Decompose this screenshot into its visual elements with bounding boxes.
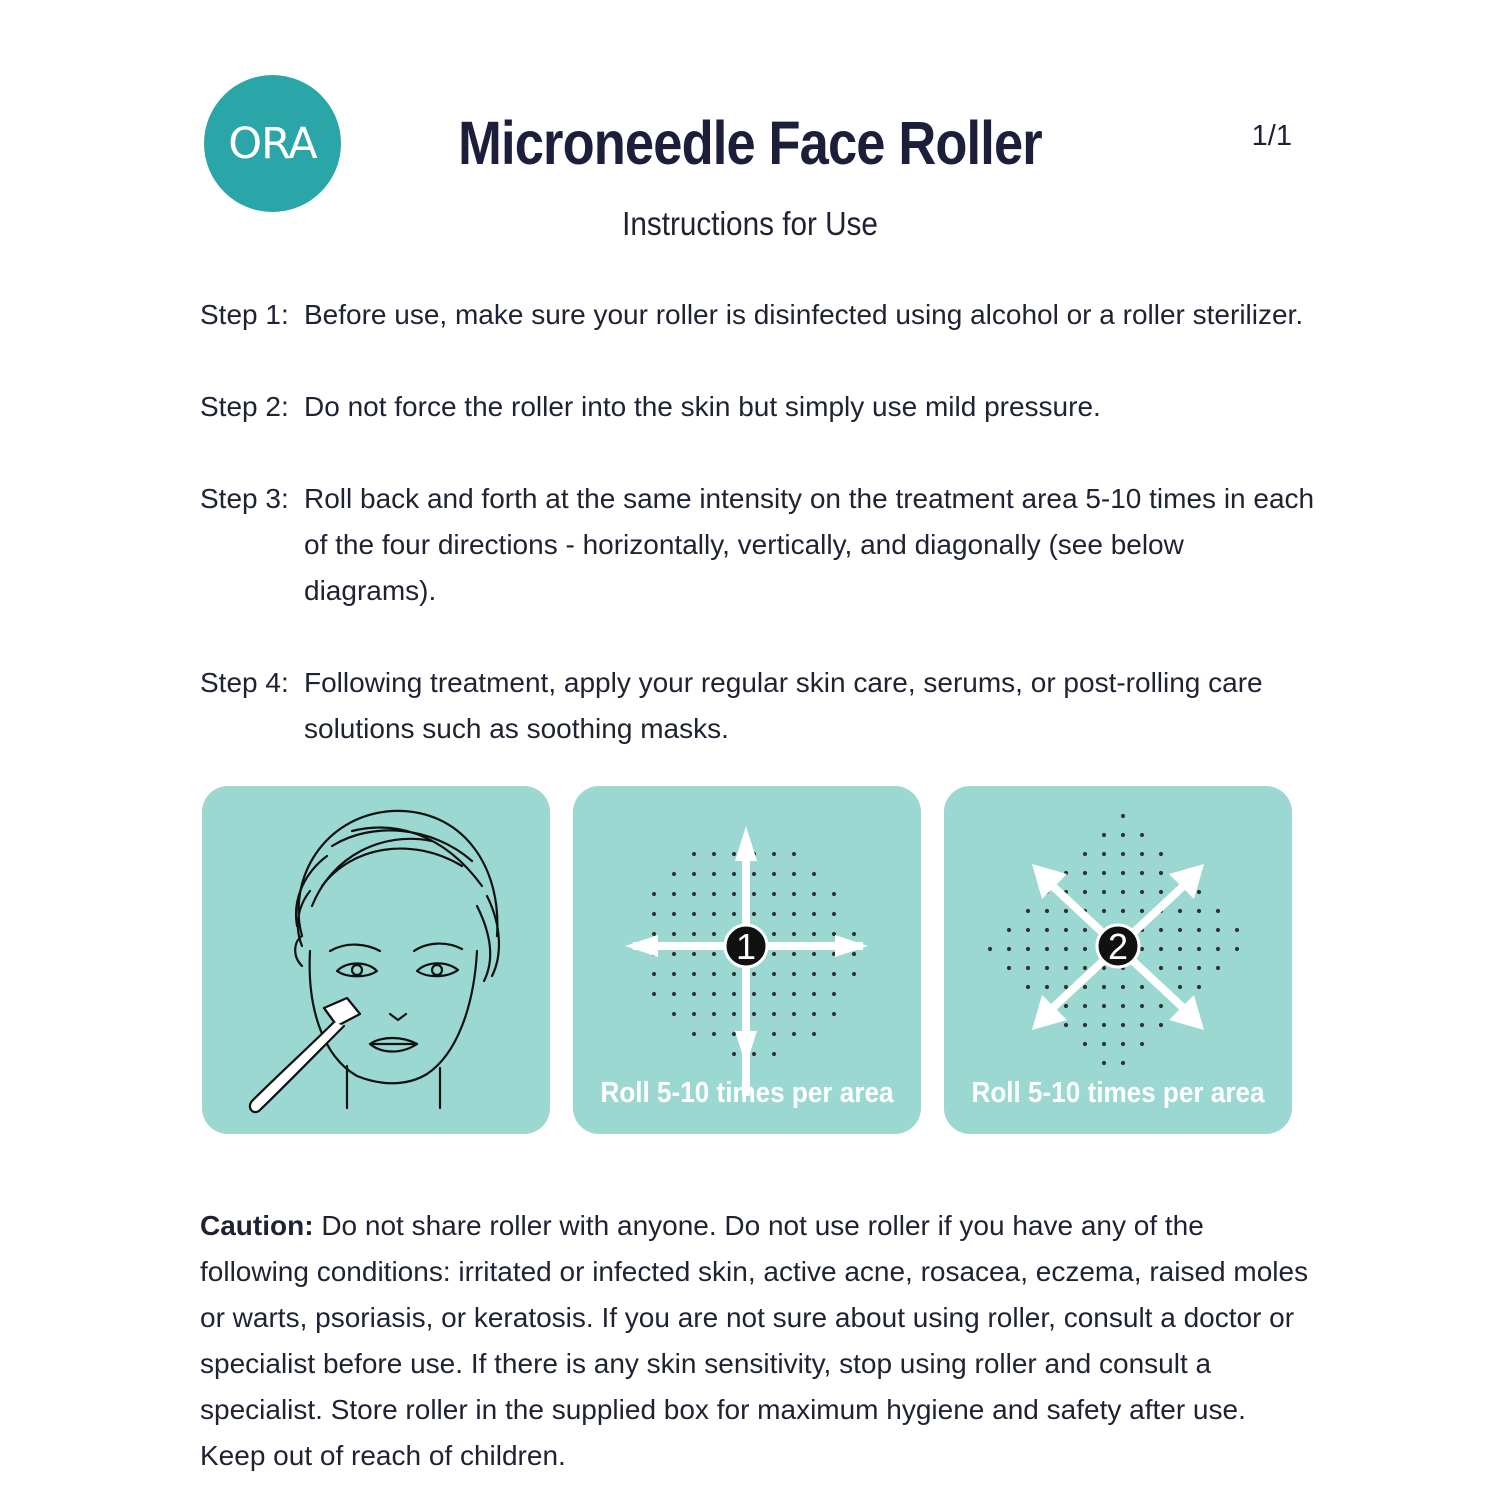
grid-dot: [1197, 947, 1201, 951]
grid-dot: [1121, 909, 1125, 913]
grid-dot: [772, 1012, 776, 1016]
grid-dot: [1140, 1023, 1144, 1027]
grid-dot: [792, 952, 796, 956]
grid-dot: [1026, 947, 1030, 951]
grid-dot: [712, 932, 716, 936]
grid-dot: [1140, 947, 1144, 951]
grid-dot: [692, 1032, 696, 1036]
step-label: Step 3:: [200, 483, 289, 514]
grid-dot: [1178, 985, 1182, 989]
grid-dot: [772, 1032, 776, 1036]
grid-dot: [752, 912, 756, 916]
grid-dot: [712, 852, 716, 856]
grid-dot: [852, 972, 856, 976]
logo-text: ORA: [228, 118, 317, 169]
grid-dot: [1102, 1004, 1106, 1008]
grid-dot: [672, 892, 676, 896]
grid-dot: [732, 912, 736, 916]
grid-dot: [832, 972, 836, 976]
grid-dot: [1121, 833, 1125, 837]
grid-dot: [1007, 947, 1011, 951]
step-text: Following treatment, apply your regular skin care, serums, or post-rolling care solutions such as soothing masks.: [304, 667, 1263, 744]
grid-dot: [1121, 871, 1125, 875]
grid-dot: [1083, 947, 1087, 951]
grid-dot: [692, 872, 696, 876]
grid-dot: [1007, 928, 1011, 932]
face-illustration-panel: [202, 786, 550, 1134]
grid-dot: [772, 992, 776, 996]
grid-dot: [852, 952, 856, 956]
grid-dot: [1140, 871, 1144, 875]
grid-dot: [692, 912, 696, 916]
grid-dot: [1083, 1023, 1087, 1027]
grid-dot: [1045, 909, 1049, 913]
grid-dot: [1064, 966, 1068, 970]
grid-dot: [1045, 928, 1049, 932]
grid-dot: [752, 972, 756, 976]
grid-dot: [1178, 947, 1182, 951]
grid-dot: [1026, 928, 1030, 932]
grid-dot: [672, 872, 676, 876]
grid-dot: [692, 852, 696, 856]
step-label: Step 4:: [200, 667, 289, 698]
grid-dot: [1121, 890, 1125, 894]
grid-dot: [1216, 966, 1220, 970]
grid-dot: [1026, 985, 1030, 989]
grid-dot: [732, 992, 736, 996]
grid-dot: [732, 852, 736, 856]
grid-dot: [752, 1052, 756, 1056]
grid-dot: [672, 972, 676, 976]
grid-dot: [832, 992, 836, 996]
grid-dot: [1159, 852, 1163, 856]
grid-dot: [812, 872, 816, 876]
step-label: Step 1:: [200, 299, 289, 330]
grid-dot: [792, 1012, 796, 1016]
step-4: [200, 660, 1320, 752]
step-text: Do not force the roller into the skin but simply use mild pressure.: [304, 391, 1101, 422]
caution-text: Do not share roller with anyone. Do not use roller if you have any of the following conditions: irritated or infected skin, active acne, rosacea, eczema, raised moles or warts, psoriasis, or keratosis. If you are not sure about using roller, consult a doctor or specialist before use. If there is any skin sensitivity, stop using roller and consult a specialist. Store roller in the supplied box for maximum hygiene and safety after use. Keep out of reach of children.: [200, 1210, 1309, 1471]
grid-dot: [792, 992, 796, 996]
grid-dot: [1216, 909, 1220, 913]
grid-dot: [1197, 890, 1201, 894]
page-subtitle: Instructions for Use: [622, 205, 878, 242]
grid-dot: [692, 972, 696, 976]
grid-dot: [1159, 890, 1163, 894]
grid-dot: [652, 912, 656, 916]
grid-dot: [1235, 947, 1239, 951]
grid-dot: [712, 972, 716, 976]
grid-dot: [732, 892, 736, 896]
grid-dot: [672, 1012, 676, 1016]
grid-dot: [1121, 1023, 1125, 1027]
grid-dot: [1102, 852, 1106, 856]
step-text: Roll back and forth at the same intensity on the treatment area 5-10 times in each of the four directions - horizontally, vertically, and diagonally (see below diagrams).: [304, 483, 1315, 606]
grid-dot: [832, 892, 836, 896]
grid-dot: [672, 952, 676, 956]
grid-dot: [1045, 947, 1049, 951]
grid-dot: [812, 932, 816, 936]
grid-dot: [812, 892, 816, 896]
grid-dot: [792, 872, 796, 876]
grid-dot: [1083, 871, 1087, 875]
grid-dot: [792, 852, 796, 856]
grid-dot: [712, 992, 716, 996]
page-number: 1/1: [1251, 120, 1292, 152]
grid-dot: [752, 872, 756, 876]
step-3: [200, 476, 1320, 614]
grid-dot: [1121, 814, 1125, 818]
grid-dot: [712, 1032, 716, 1036]
grid-dot: [1083, 985, 1087, 989]
grid-dot: [1140, 1004, 1144, 1008]
grid-dot: [1064, 1004, 1068, 1008]
grid-dot: [1121, 1004, 1125, 1008]
grid-dot: [1102, 909, 1106, 913]
grid-dot: [812, 952, 816, 956]
grid-dot: [1102, 871, 1106, 875]
grid-dot: [1064, 909, 1068, 913]
grid-dot: [672, 992, 676, 996]
grid-dot: [1064, 928, 1068, 932]
grid-dot: [1140, 890, 1144, 894]
grid-dot: [1140, 985, 1144, 989]
grid-dot: [772, 892, 776, 896]
grid-dot: [1064, 1023, 1068, 1027]
grid-dot: [1064, 985, 1068, 989]
grid-dot: [812, 912, 816, 916]
grid-dot: [792, 932, 796, 936]
grid-dot: [1178, 928, 1182, 932]
grid-dot: [732, 972, 736, 976]
badge-number: 1: [735, 926, 757, 967]
grid-dot: [1140, 852, 1144, 856]
grid-dot: [1159, 871, 1163, 875]
grid-dot: [1197, 928, 1201, 932]
grid-dot: [1083, 928, 1087, 932]
grid-dot: [752, 892, 756, 896]
grid-dot: [752, 992, 756, 996]
grid-dot: [732, 1052, 736, 1056]
grid-dot: [652, 972, 656, 976]
grid-dot: [832, 1012, 836, 1016]
grid-dot: [1026, 966, 1030, 970]
grid-dot: [1045, 966, 1049, 970]
grid-dot: [792, 972, 796, 976]
grid-dot: [1197, 966, 1201, 970]
grid-dot: [1178, 909, 1182, 913]
grid-dot: [692, 892, 696, 896]
grid-dot: [712, 892, 716, 896]
grid-dot: [1007, 966, 1011, 970]
grid-dot: [772, 912, 776, 916]
grid-dot: [812, 972, 816, 976]
step-text: Before use, make sure your roller is disinfected using alcohol or a roller sterilizer.: [304, 299, 1304, 330]
grid-dot: [1102, 1023, 1106, 1027]
grid-dot: [1159, 947, 1163, 951]
grid-dot: [852, 932, 856, 936]
grid-dot: [1178, 966, 1182, 970]
grid-dot: [1140, 909, 1144, 913]
diagonal-panel: [944, 786, 1292, 1134]
grid-dot: [1121, 1042, 1125, 1046]
grid-dot: [772, 1052, 776, 1056]
grid-dot: [1216, 928, 1220, 932]
grid-dot: [732, 872, 736, 876]
grid-dot: [1064, 947, 1068, 951]
grid-dot: [1121, 985, 1125, 989]
grid-dot: [692, 1012, 696, 1016]
grid-dot: [1102, 890, 1106, 894]
grid-dot: [1102, 985, 1106, 989]
grid-dot: [1026, 909, 1030, 913]
grid-dot: [1083, 966, 1087, 970]
grid-dot: [1102, 1061, 1106, 1065]
grid-dot: [1159, 928, 1163, 932]
grid-dot: [792, 1032, 796, 1036]
grid-dot: [712, 872, 716, 876]
grid-dot: [712, 1012, 716, 1016]
grid-dot: [1083, 1042, 1087, 1046]
grid-dot: [652, 992, 656, 996]
grid-dot: [1140, 1042, 1144, 1046]
grid-dot: [732, 1012, 736, 1016]
grid-dot: [1197, 909, 1201, 913]
grid-dot: [712, 952, 716, 956]
grid-dot: [1216, 947, 1220, 951]
grid-dot: [772, 952, 776, 956]
grid-dot: [772, 872, 776, 876]
grid-dot: [772, 972, 776, 976]
grid-dot: [1102, 1042, 1106, 1046]
grid-dot: [772, 932, 776, 936]
grid-dot: [792, 912, 796, 916]
grid-dot: [692, 952, 696, 956]
grid-dot: [652, 892, 656, 896]
grid-dot: [812, 992, 816, 996]
steps-list: [200, 292, 1320, 798]
grid-dot: [772, 852, 776, 856]
grid-dot: [1235, 928, 1239, 932]
grid-dot: [752, 1012, 756, 1016]
panel-caption: Roll 5-10 times per area: [600, 1077, 894, 1109]
grid-dot: [812, 1032, 816, 1036]
step-1: [200, 292, 1320, 338]
grid-dot: [1083, 852, 1087, 856]
grid-dot: [672, 932, 676, 936]
grid-dot: [672, 912, 676, 916]
step-2: [200, 384, 1320, 430]
grid-dot: [1197, 985, 1201, 989]
grid-dot: [1159, 1004, 1163, 1008]
diagram-panels: [202, 786, 1292, 1136]
grid-dot: [732, 1032, 736, 1036]
grid-dot: [1121, 852, 1125, 856]
grid-dot: [1102, 833, 1106, 837]
grid-dot: [792, 892, 796, 896]
panel-caption: Roll 5-10 times per area: [971, 1077, 1265, 1109]
grid-dot: [1083, 1004, 1087, 1008]
grid-dot: [1159, 966, 1163, 970]
step-label: Step 2:: [200, 391, 289, 422]
grid-dot: [832, 912, 836, 916]
grid-dot: [692, 932, 696, 936]
grid-dot: [1083, 890, 1087, 894]
horizontal-vertical-panel: [573, 786, 921, 1134]
caution-paragraph: [200, 1203, 1310, 1479]
grid-dot: [812, 1012, 816, 1016]
grid-dot: [692, 992, 696, 996]
grid-dot: [1140, 833, 1144, 837]
grid-dot: [1159, 1023, 1163, 1027]
page-title: Microneedle Face Roller: [458, 109, 1042, 177]
face-roller-illustration: [202, 786, 550, 1134]
grid-dot: [1045, 985, 1049, 989]
grid-dot: [988, 947, 992, 951]
caution-label: Caution:: [200, 1210, 314, 1241]
grid-dot: [652, 932, 656, 936]
badge-number: 2: [1107, 926, 1129, 967]
grid-dot: [712, 912, 716, 916]
grid-dot: [1121, 1061, 1125, 1065]
